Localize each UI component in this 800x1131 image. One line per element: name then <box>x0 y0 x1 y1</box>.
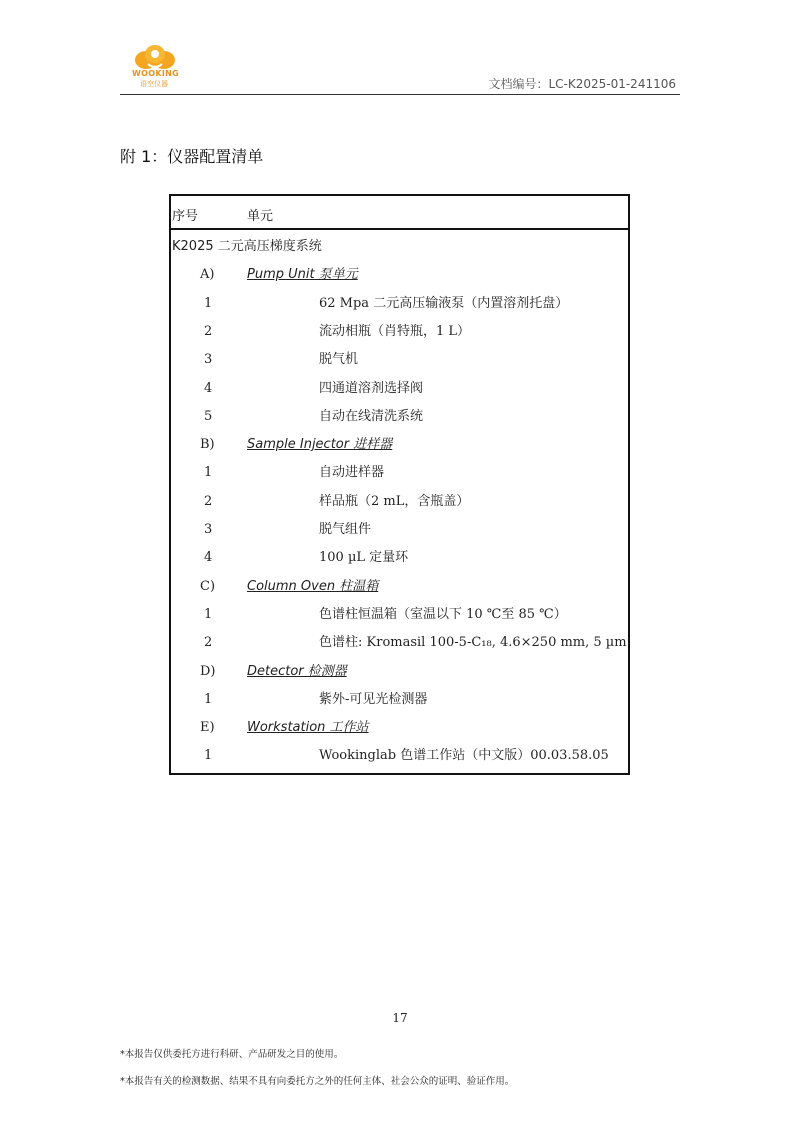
item-row <box>171 320 628 344</box>
page-title: 附 1：仪器配置清单 <box>120 147 264 166</box>
item-row <box>171 377 628 401</box>
item-text: 样品瓶（2 mL，含瓶盖） <box>319 493 470 509</box>
item-row <box>171 292 628 316</box>
item-text: 自动在线清洗系统 <box>319 408 424 424</box>
config-table <box>169 194 630 775</box>
item-text: 流动相瓶（肖特瓶，1 L） <box>319 323 471 339</box>
section-title: Detector 检测器 <box>247 663 347 679</box>
item-text: 紫外-可见光检测器 <box>319 691 428 707</box>
item-text: 色谱柱恒温箱（室温以下 10 ℃至 85 ℃） <box>319 606 567 622</box>
footnote-2: *本报告有关的检测数据、结果不具有向委托方之外的任何主体、社会公众的证明、验证作用。 <box>120 1076 515 1087</box>
table-header <box>171 196 628 230</box>
item-row <box>171 546 628 570</box>
header-divider <box>120 94 680 95</box>
item-text: Wookinglab 色谱工作站（中文版）00.03.58.05 <box>319 748 609 764</box>
item-text: 脱气机 <box>319 352 359 368</box>
item-text: 色谱柱: Kromasil 100-5-C₁₈, 4.6×250 mm, 5 µm <box>319 635 627 651</box>
item-text: 62 Mpa 二元高压输液泵（内置溶剂托盘） <box>319 295 569 311</box>
section-letter: E) <box>200 720 215 736</box>
section-letter: D) <box>200 663 216 679</box>
item-number: 4 <box>204 550 213 566</box>
item-row <box>171 461 628 485</box>
logo-brand: WOOKING <box>132 69 179 78</box>
item-row <box>171 688 628 712</box>
logo-subtitle: 语空仪器 <box>140 80 168 88</box>
section-title: Column Oven 柱温箱 <box>247 578 379 594</box>
section-title: Sample Injector 进样器 <box>247 437 393 453</box>
item-number: 4 <box>204 380 213 396</box>
page-number: 17 <box>392 1011 408 1025</box>
item-text: 100 µL 定量环 <box>319 550 409 566</box>
item-number: 1 <box>204 748 213 764</box>
header-col-no: 序号 <box>172 209 199 224</box>
item-row <box>171 348 628 372</box>
section-letter: B) <box>200 437 215 453</box>
item-number: 2 <box>204 323 213 339</box>
section-row <box>171 660 628 684</box>
section-row <box>171 716 628 740</box>
section-letter: C) <box>200 578 216 594</box>
section-row <box>171 263 628 287</box>
section-row <box>171 575 628 599</box>
item-row <box>171 631 628 655</box>
item-number: 1 <box>204 295 213 311</box>
section-row <box>171 433 628 457</box>
item-text: 自动进样器 <box>319 465 385 481</box>
footnote-1: *本报告仅供委托方进行科研、产品研发之目的使用。 <box>120 1049 344 1060</box>
section-letter: A) <box>200 267 215 283</box>
system-name: K2025 二元高压梯度系统 <box>172 239 322 254</box>
item-row <box>171 744 628 768</box>
item-number: 1 <box>204 691 213 707</box>
item-number: 5 <box>204 408 213 424</box>
item-row <box>171 603 628 627</box>
item-number: 2 <box>204 635 213 651</box>
section-title: Workstation 工作站 <box>247 720 369 736</box>
item-row <box>171 405 628 429</box>
item-number: 1 <box>204 606 213 622</box>
section-title: Pump Unit 泵单元 <box>247 267 358 283</box>
item-text: 脱气组件 <box>319 522 372 537</box>
item-number: 1 <box>204 465 213 481</box>
item-number: 3 <box>204 352 213 368</box>
item-row <box>171 490 628 514</box>
item-number: 3 <box>204 522 213 537</box>
item-number: 2 <box>204 493 213 509</box>
item-text: 四通道溶剂选择阀 <box>319 380 424 396</box>
item-row <box>171 518 628 542</box>
header-col-unit: 单元 <box>247 209 274 224</box>
document-number: 文档编号：LC-K2025-01-241106 <box>488 77 676 91</box>
